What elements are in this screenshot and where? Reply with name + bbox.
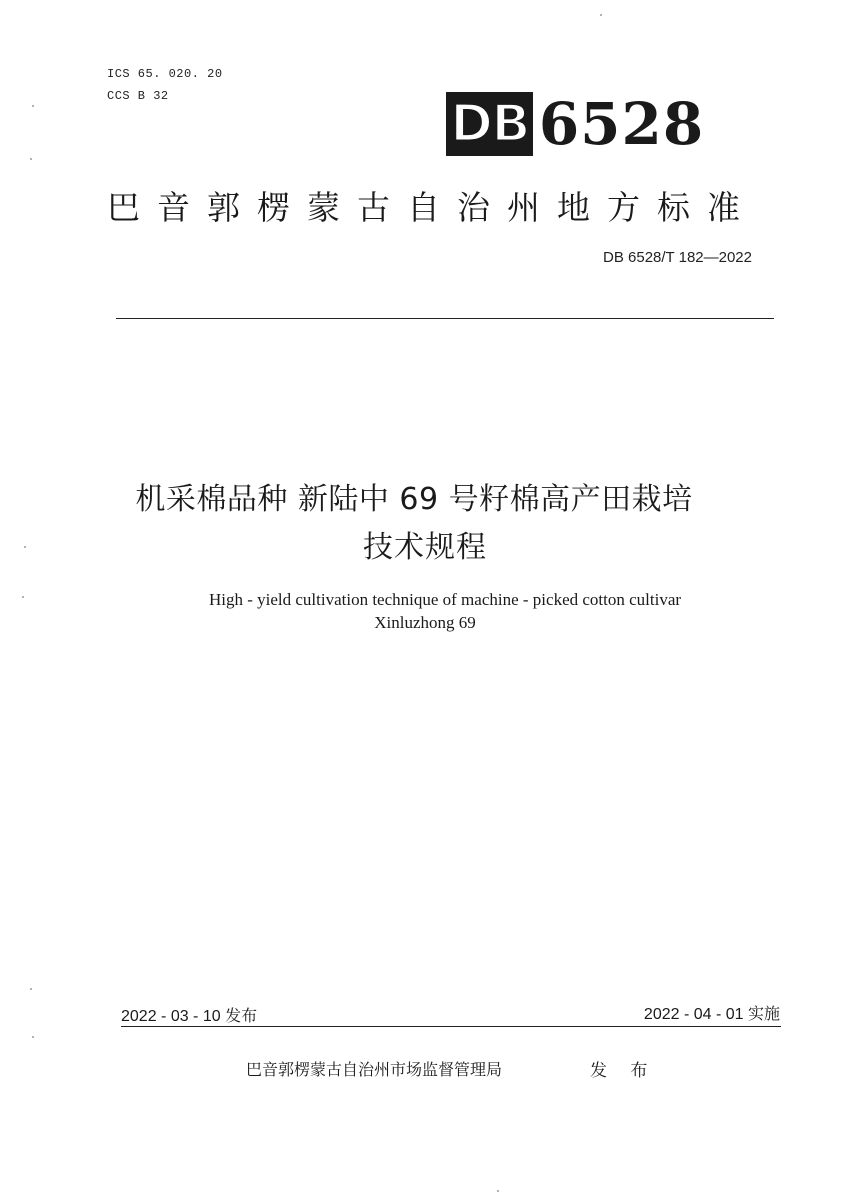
db-logo-number: 6528 <box>538 90 705 158</box>
english-title-line-2: Xinluzhong 69 <box>374 613 476 632</box>
scan-speck <box>30 158 32 160</box>
issue-label: 发 布 <box>590 1061 657 1081</box>
db-logo-prefix: DB <box>446 92 533 156</box>
issuing-authority: 巴音郭楞蒙古自治州市场监督管理局 <box>246 1060 503 1079</box>
scan-speck <box>30 988 32 990</box>
implementation-date: 2022 - 04 - 01 实施 <box>643 1006 780 1023</box>
scan-speck <box>22 596 24 598</box>
scan-speck <box>32 105 34 107</box>
english-title-line-1: High - yield cultivation technique of machine - picked cotton cultivar <box>208 590 682 609</box>
scan-speck <box>600 14 602 16</box>
standard-number: DB 6528/T 182—2022 <box>603 249 752 266</box>
bottom-divider <box>121 1026 781 1027</box>
db-logo <box>446 92 704 156</box>
top-divider <box>116 318 774 319</box>
scan-speck <box>32 1036 34 1038</box>
standard-category: 巴音郭楞蒙古自治州地方标准 <box>107 188 757 227</box>
scan-speck <box>497 1190 499 1192</box>
ccs-code: CCS B 32 <box>107 89 169 103</box>
ics-code: ICS 65. 020. 20 <box>107 67 223 81</box>
issue-date: 2022 - 03 - 10 发布 <box>121 1008 258 1025</box>
chinese-title-line-1: 机采棉品种 新陆中 69 号籽棉高产田栽培 <box>135 482 693 517</box>
chinese-title-line-2: 技术规程 <box>363 530 487 565</box>
scan-speck <box>24 546 26 548</box>
